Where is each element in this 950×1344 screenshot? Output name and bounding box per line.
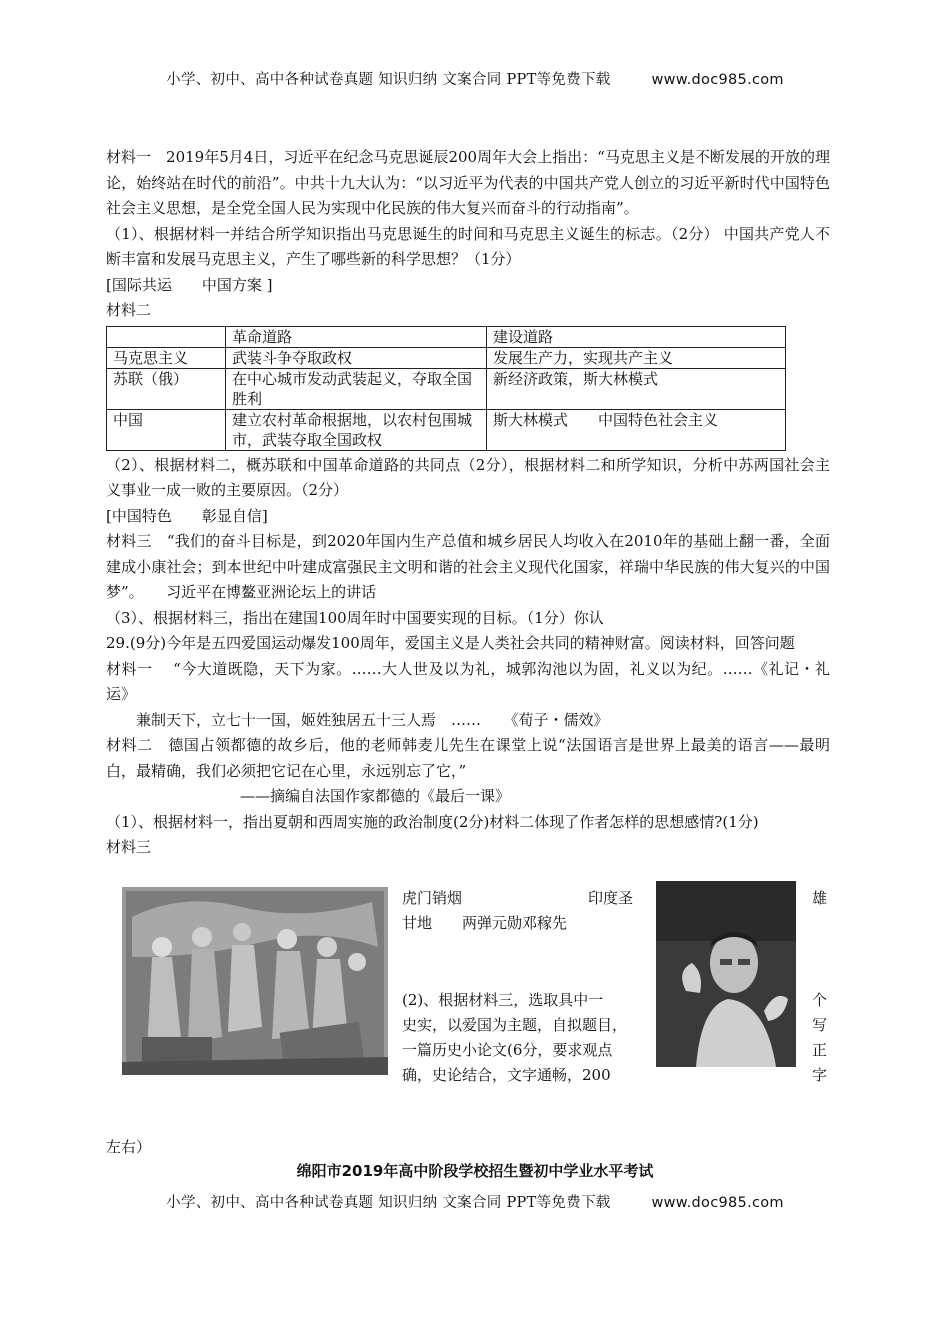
- image-caption-2: 印度圣: [588, 888, 634, 907]
- table-row: [107, 409, 786, 450]
- exam-content: [106, 145, 830, 1084]
- image-caption-1: 虎门销烟: [402, 888, 463, 907]
- table-header-cell: 建设道路: [487, 326, 786, 347]
- exam-title: 绵阳市2019年高中阶段学校招生暨初中学业水平考试: [296, 1162, 654, 1180]
- table-row: [107, 368, 786, 409]
- essay-question-line-1: (2)、根据材料三，选取具中一: [402, 990, 604, 1009]
- portrait-photo-image: [656, 881, 796, 1067]
- header-site-link[interactable]: www.doc985.com: [651, 72, 784, 88]
- essay-question-line-2: 史实，以爱国为主题，自拟题目，: [402, 1015, 628, 1034]
- page-footer: [0, 1191, 950, 1212]
- table-row: [107, 347, 786, 368]
- section-heading-1: [国际共运 中国方案 ]: [106, 275, 273, 294]
- section-heading-2: [中国特色 彰显自信]: [106, 506, 268, 525]
- material-2b: 材料二 德国占领都德的故乡后，他的老师韩麦儿先生在课堂上说“法国语言是世界上最美的语言——最明白，最精确，我们必须把它记在心里，永远别忘了它，”: [106, 736, 830, 780]
- table-cell: 武装斗争夺取政权: [226, 347, 487, 368]
- table-header-cell: [107, 326, 226, 347]
- essay-question-end: 左右）: [106, 1138, 152, 1156]
- image-caption-3: 甘地 两弹元勋邓稼先: [402, 913, 568, 932]
- footer-site-link[interactable]: www.doc985.com: [651, 1195, 784, 1211]
- material-3-images: [106, 887, 830, 1084]
- material-2-label: 材料二: [106, 301, 152, 319]
- table-header-cell: 革命道路: [226, 326, 487, 347]
- table-cell: 马克思主义: [107, 347, 226, 368]
- essay-question-line-3: 一篇历史小论文(6分，要求观点: [402, 1040, 613, 1059]
- question-1: （1）、根据材料一并结合所学知识指出马克思诞生的时间和马克思主义诞生的标志。（2分） 中国共产党人不断丰富和发展马克思主义，产生了哪些新的科学思想？（1分）: [106, 224, 830, 268]
- table-cell: 发展生产力，实现共产主义: [487, 347, 786, 368]
- material-1c: 兼制天下，立七十一国，姬姓独居五十三人焉 …… 《荀子・儒效》: [106, 710, 609, 729]
- material-2-source: ——摘编自法国作家都德的《最后一课》: [240, 787, 511, 805]
- table-cell: 斯大林模式 中国特色社会主义: [487, 409, 786, 450]
- material-3-label: 材料三: [106, 838, 152, 856]
- footer-text: 小学、初中、高中各种试卷真题 知识归纳 文案合同 PPT等免费下载: [166, 1195, 611, 1211]
- wrapped-char-5: 字: [812, 1065, 828, 1084]
- wrapped-char-2: 个: [812, 990, 828, 1009]
- material-1b: 材料一 “今大道既隐，天下为家。……大人世及以为礼，城郭沟池以为固，礼义以为纪。……《礼记・礼运》: [106, 659, 830, 703]
- relief-sculpture-image: [122, 887, 388, 1075]
- header-text: 小学、初中、高中各种试卷真题 知识归纳 文案合同 PPT等免费下载: [166, 72, 611, 88]
- question-2: （2）、根据材料二，概苏联和中国革命道路的共同点（2分），根据材料二和所学知识，分析中苏两国社会主义事业一成一败的主要原因。（2分）: [106, 455, 830, 499]
- question-29: 29.(9分)今年是五四爱国运动爆发100周年，爱国主义是人类社会共同的精神财富。阅读材料，回答问题: [106, 634, 795, 652]
- wrapped-char-1: 雄: [812, 888, 828, 907]
- question-1b: （1）、根据材料一，指出夏朝和西周实施的政治制度(2分)材料二体现了作者怎样的思想感情?(1分): [106, 812, 759, 831]
- revolution-construction-table: [106, 326, 786, 451]
- table-cell: 建立农村革命根据地，以农村包围城市，武装夺取全国政权: [226, 409, 487, 450]
- table-cell: 新经济政策，斯大林模式: [487, 368, 786, 409]
- question-3: （3）、根据材料三，指出在建国100周年时中国要实现的目标。（1分）你认: [106, 608, 604, 627]
- table-cell: 在中心城市发动武装起义，夺取全国胜利: [226, 368, 487, 409]
- wrapped-char-4: 正: [812, 1040, 828, 1059]
- table-header-row: [107, 326, 786, 347]
- essay-question-line-4: 确，史论结合，文字通畅，200: [402, 1065, 611, 1084]
- table-cell: 苏联（俄）: [107, 368, 226, 409]
- table-cell: 中国: [107, 409, 226, 450]
- wrapped-char-3: 写: [812, 1015, 828, 1034]
- material-3: 材料三 “我们的奋斗目标是，到2020年国内生产总值和城乡居民人均收入在2010年的基础上翻一番，全面建成小康社会；到本世纪中叶建成富强民主文明和谐的社会主义现代化国家，祥瑞中华民族的伟大复兴的中国梦”。 习近平在博鳌亚洲论坛上的讲话: [106, 532, 830, 601]
- material-1: 材料一 2019年5月4日，习近平在纪念马克思诞辰200周年大会上指出：“马克思主义是不断发展的开放的理论，始终站在时代的前沿”。中共十九大认为：“以习近平为代表的中国共产党人创立的习近平新时代中国特色社会主义思想，是全党全国人民为实现中化民族的伟大复兴而奋斗的行动指南”。: [106, 148, 830, 217]
- page-header: [0, 68, 950, 89]
